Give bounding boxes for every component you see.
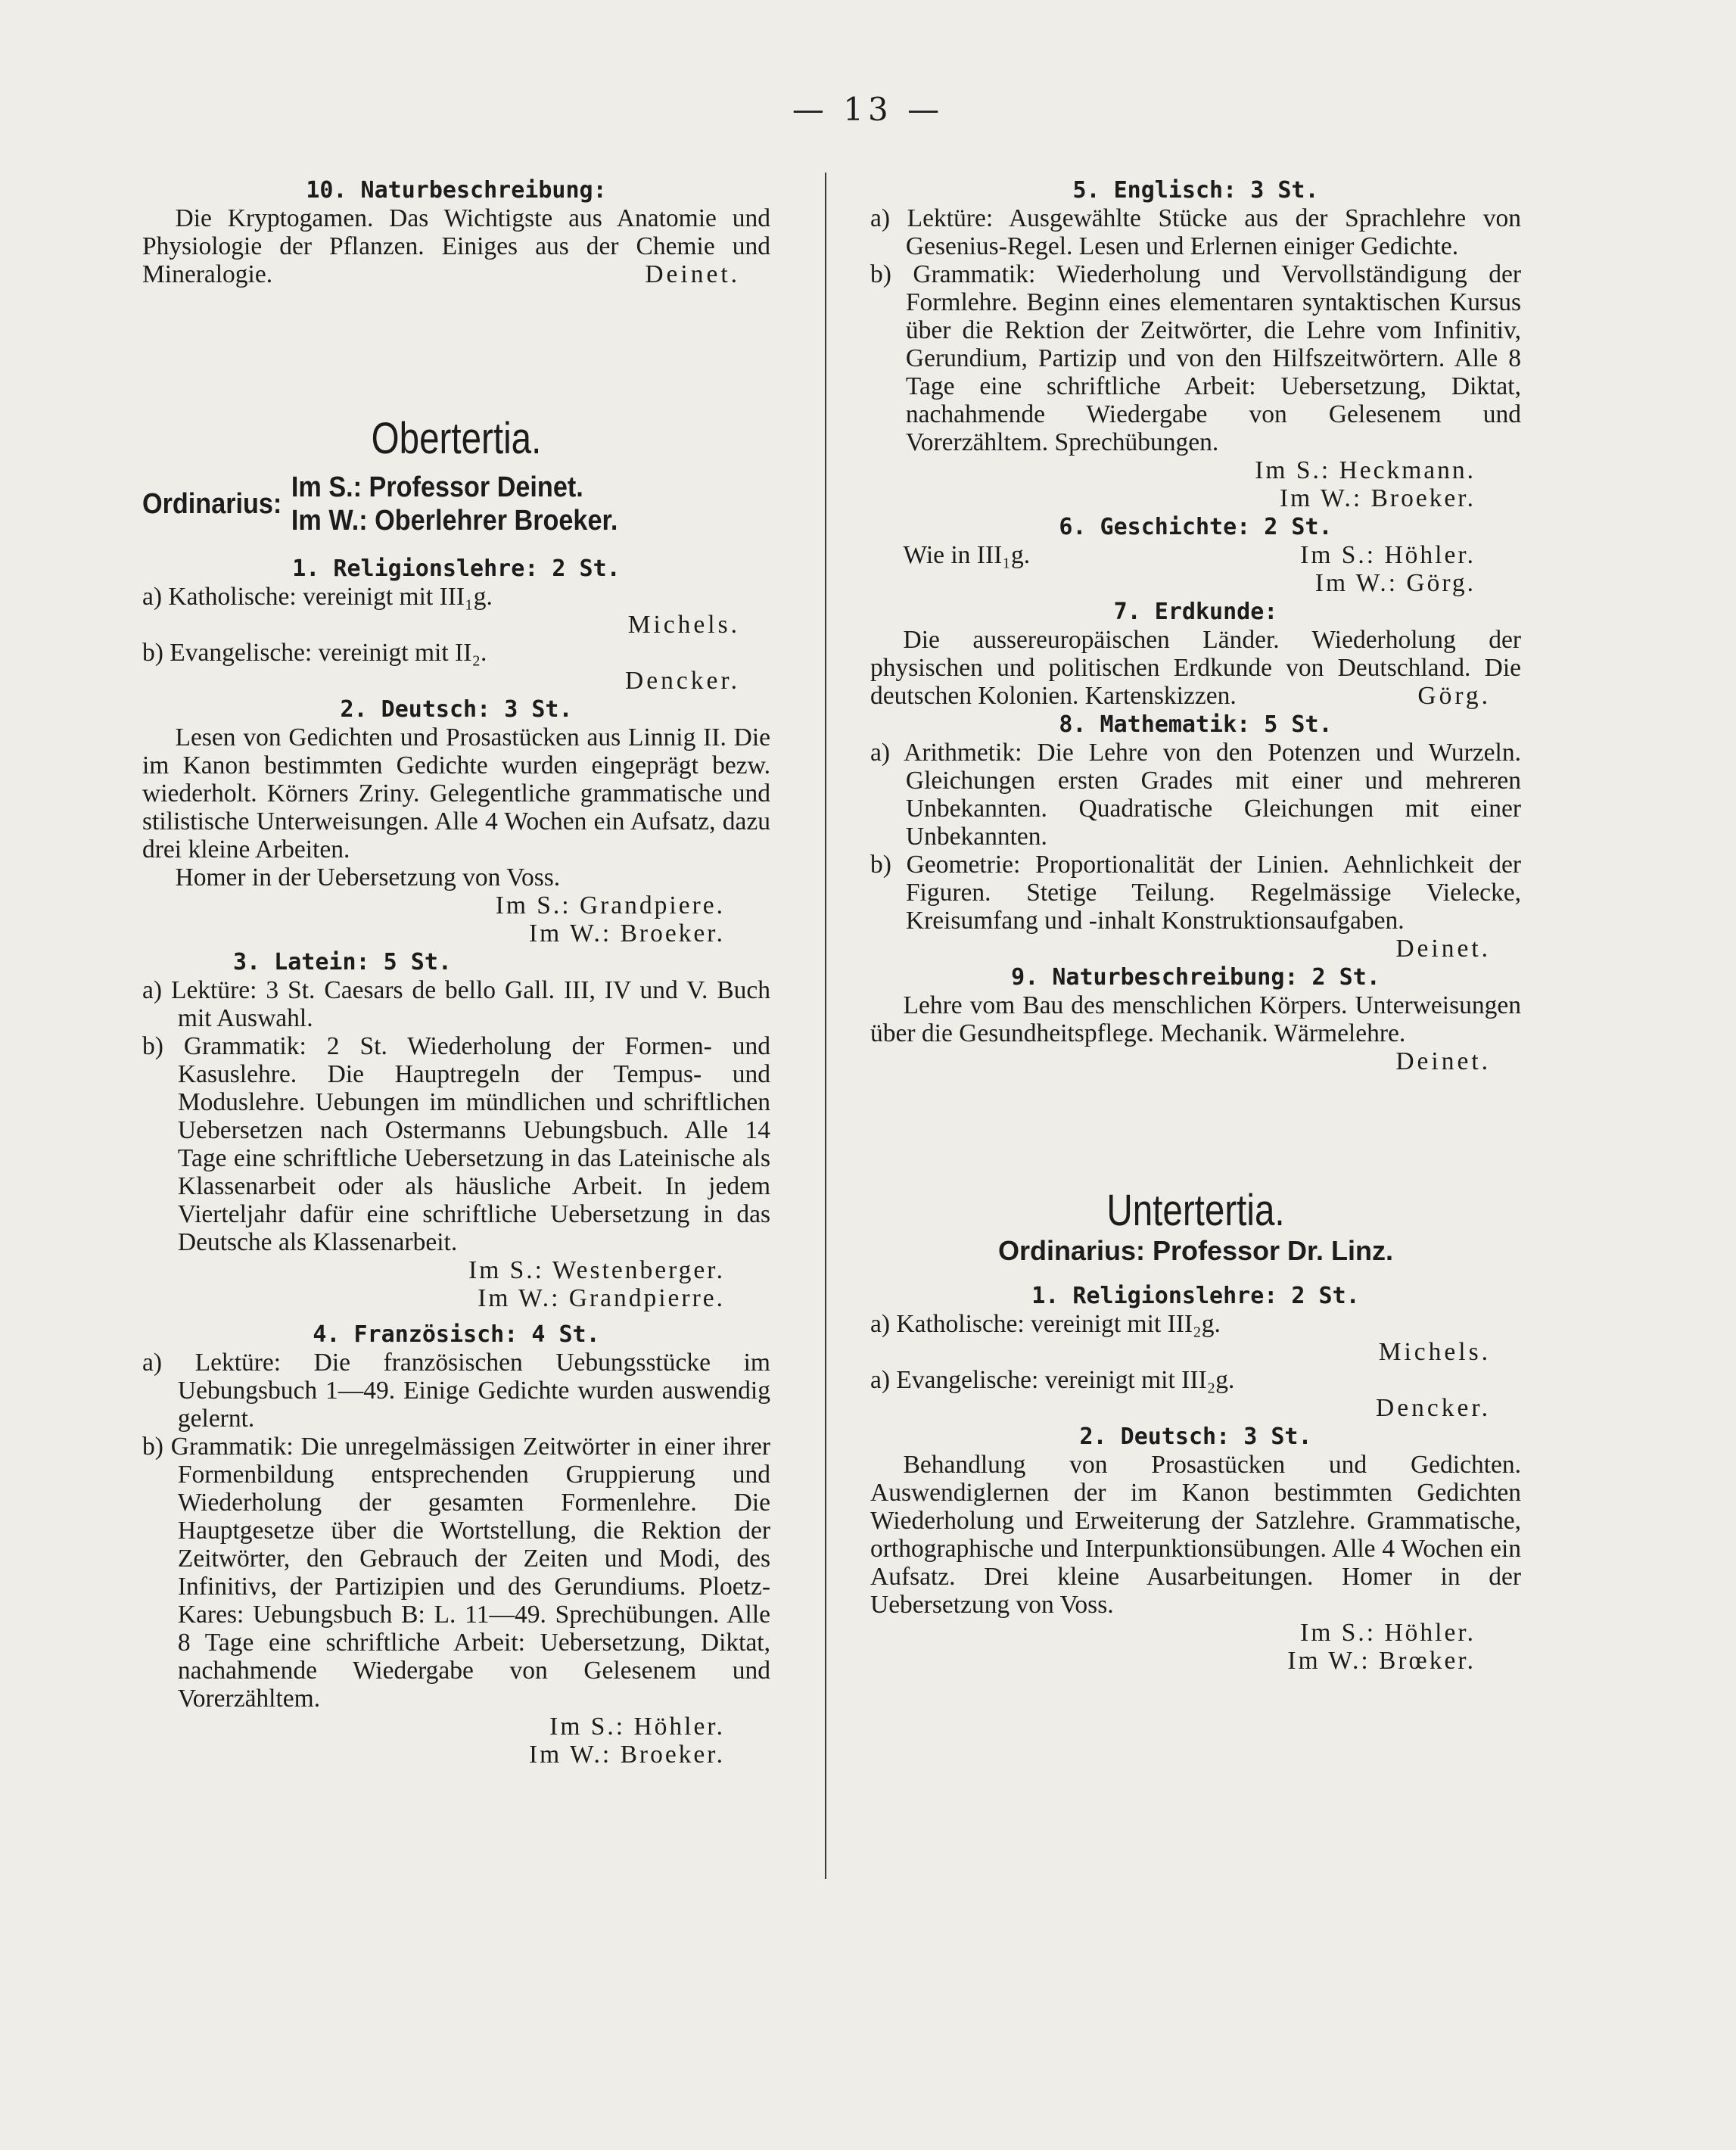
teacher-signature: Im S.: Höhler. (1300, 541, 1476, 569)
column-divider (825, 173, 826, 1879)
teacher-signature: Görg. (1417, 682, 1491, 710)
paragraph: a) Lektüre: 3 St. Caesars de bello Gall. III, IV und V. Buch mit Auswahl. (142, 976, 770, 1032)
heading-naturbeschreibung: 9. Naturbeschreibung: 2 St. (1011, 964, 1380, 991)
teacher-signature: Im W.: Broeker. (528, 1741, 725, 1769)
teacher-signature: Dencker. (1376, 1394, 1491, 1422)
teacher-signature: Im S.: Heckmann. (1255, 456, 1476, 484)
teacher-signature: Deinet. (1395, 935, 1491, 963)
teacher-signature: Im W.: Grandpierre. (478, 1284, 725, 1312)
teacher-signature: Dencker. (625, 667, 740, 695)
teacher-signature: Deinet. (645, 260, 740, 288)
ordinarius-line: Ordinarius: Professor Dr. Linz. (997, 1235, 1394, 1266)
teacher-signature: Im W.: Görg. (1314, 569, 1476, 597)
paragraph: b) Grammatik: 2 St. Wiederholung der Formen- und Kasuslehre. Die Hauptregeln der Tempus- und Moduslehre. Uebungen im mündlichen und schriftlichen Uebersetzen nach Ostermanns Uebungsbuch. Alle 14 Tage eine schriftliche Uebersetzung in das Lateinische als Klassenarbeit oder als häusliche Arbeit. In jedem Vierteljahr dafür eine schriftliche Uebersetzung in das Deutsche als Klassenarbeit. (142, 1032, 770, 1256)
paragraph: a) Evangelische: vereinigt mit III₂g. (870, 1366, 1235, 1394)
left-column (142, 176, 770, 1769)
paragraph: b) Grammatik: Die unregelmässigen Zeitwörter in einer ihrer Formenbildung entsprechenden Gruppierung und Wiederholung der gesamten Formenlehre. Die Hauptgesetze über die Wortstellung, die Rektion der Zeitwörter, den Gebrauch der Zeiten und Modi, des Infinitivs, der Partizipien und des Gerundiums. Ploetz-Kares: Uebungsbuch B: L. 11—49. Sprechübungen. Alle 8 Tage eine schriftliche Arbeit: Uebersetzung, Diktat, nachahmende Wiedergabe von Gelesenem und Vorerzähltem. (142, 1433, 770, 1713)
right-column (870, 176, 1521, 1675)
paragraph: Die Kryptogamen. Das Wichtigste aus Anatomie und Physiologie der Pflanzen. Einiges aus der Chemie und Mineralogie. (142, 204, 770, 288)
paragraph: a) Katholische: vereinigt mit III₂g. (870, 1310, 1221, 1338)
paragraph: b) Grammatik: Wiederholung und Vervollständigung der Formlehre. Beginn eines elementaren syntaktischen Kursus über die Rektion der Zeitwörter, die Lehre vom Infinitiv, Gerundium, Partizip und von den Hilfszeitwörtern. Alle 8 Tage eine schriftliche Arbeit: Uebersetzung, Diktat, nachahmende Wiedergabe von Gelesenem und Vorerzähltem. Sprechübungen. (870, 260, 1521, 456)
paragraph: a) Katholische: vereinigt mit III₁g. (142, 583, 493, 611)
teacher-signature: Im W.: Brœker. (1287, 1647, 1476, 1675)
ordinarius-block (142, 471, 708, 537)
teacher-signature: Im W.: Broeker. (1279, 484, 1476, 512)
paragraph: Wie in III₁g. (903, 541, 1031, 569)
ordinarius-label: Ordinarius: (142, 487, 282, 520)
teacher-signature: Michels. (1378, 1338, 1491, 1366)
class-title-untertertia: Untertertia. (1106, 1186, 1285, 1235)
heading-franzoesisch: 4. Französisch: 4 St. (313, 1321, 600, 1348)
heading-deutsch: 2. Deutsch: 3 St. (1079, 1423, 1312, 1450)
paragraph: b) Evangelische: vereinigt mit II₂. (142, 639, 487, 667)
paragraph: Behandlung von Prosastücken und Gedichten. Auswendiglernen der im Kanon bestimmten Gedichten Wiederholung und Erweiterung der Satzlehre. Grammatische, orthographische und Interpunktionsübungen. Alle 4 Wochen ein Aufsatz. Drei kleine Ausarbeitungen. Homer in der Uebersetzung von Voss. (870, 1451, 1521, 1619)
heading-englisch: 5. Englisch: 3 St. (1072, 177, 1319, 204)
paragraph: a) Arithmetik: Die Lehre von den Potenzen und Wurzeln. Gleichungen ersten Grades mit einer und mehreren Unbekannten. Quadratische Gleichungen mit einer Unbekannten. (870, 739, 1521, 851)
paragraph: Die aussereuropäischen Länder. Wiederholung der physischen und politischen Erdkunde von Deutschland. Die deutschen Kolonien. Kartenskizzen. (870, 626, 1521, 710)
teacher-signature: Im S.: Grandpiere. (495, 891, 725, 919)
teacher-signature: Im S.: Höhler. (549, 1713, 725, 1741)
teacher-signature: Deinet. (1395, 1047, 1491, 1075)
paragraph: b) Geometrie: Proportionalität der Linien. Aehnlichkeit der Figuren. Stetige Teilung. Regelmässige Vielecke, Kreisumfang und -inhalt Konstruktionsaufgaben. (870, 851, 1521, 935)
heading-deutsch: 2. Deutsch: 3 St. (340, 696, 573, 723)
heading-naturbeschreibung-obertertia-prev: 10. Naturbeschreibung: (306, 177, 607, 204)
teacher-signature: Im W.: Broeker. (528, 919, 725, 947)
heading-religionslehre: 1. Religionslehre: 2 St. (292, 555, 621, 582)
class-title-obertertia: Obertertia. (371, 414, 542, 463)
teacher-signature: Michels. (627, 611, 740, 639)
paragraph: Homer in der Uebersetzung von Voss. (175, 863, 561, 891)
paragraph: Lesen von Gedichten und Prosastücken aus Linnig II. Die im Kanon bestimmten Gedichte wurden eingeprägt bezw. wiederholt. Körners Zriny. Gelegentliche grammatische und stilistische Unterweisungen. Alle 4 Wochen ein Aufsatz, dazu drei kleine Arbeiten. (142, 723, 770, 863)
teacher-signature: Im S.: Westenberger. (468, 1256, 725, 1284)
heading-latein: 3. Latein: 5 St. (233, 949, 452, 975)
page-number: — 13 — (792, 91, 944, 128)
heading-religionslehre: 1. Religionslehre: 2 St. (1031, 1283, 1360, 1309)
heading-mathematik: 8. Mathematik: 5 St. (1059, 711, 1333, 738)
heading-erdkunde: 7. Erdkunde: (1113, 599, 1278, 625)
paragraph: a) Lektüre: Ausgewählte Stücke aus der Sprachlehre von Gesenius-Regel. Lesen und Erlernen einiger Gedichte. (870, 204, 1521, 260)
heading-geschichte: 6. Geschichte: 2 St. (1059, 514, 1333, 540)
teacher-signature: Im S.: Höhler. (1300, 1619, 1476, 1647)
ordinarius-summer: Im S.: Professor Deinet. (291, 471, 583, 503)
paragraph: a) Lektüre: Die französischen Uebungsstücke im Uebungsbuch 1—49. Einige Gedichte wurden auswendig gelernt. (142, 1349, 770, 1433)
paragraph: Lehre vom Bau des menschlichen Körpers. Unterweisungen über die Gesundheitspflege. Mechanik. Wärmelehre. (870, 991, 1521, 1047)
ordinarius-winter: Im W.: Oberlehrer Broeker. (291, 505, 618, 537)
